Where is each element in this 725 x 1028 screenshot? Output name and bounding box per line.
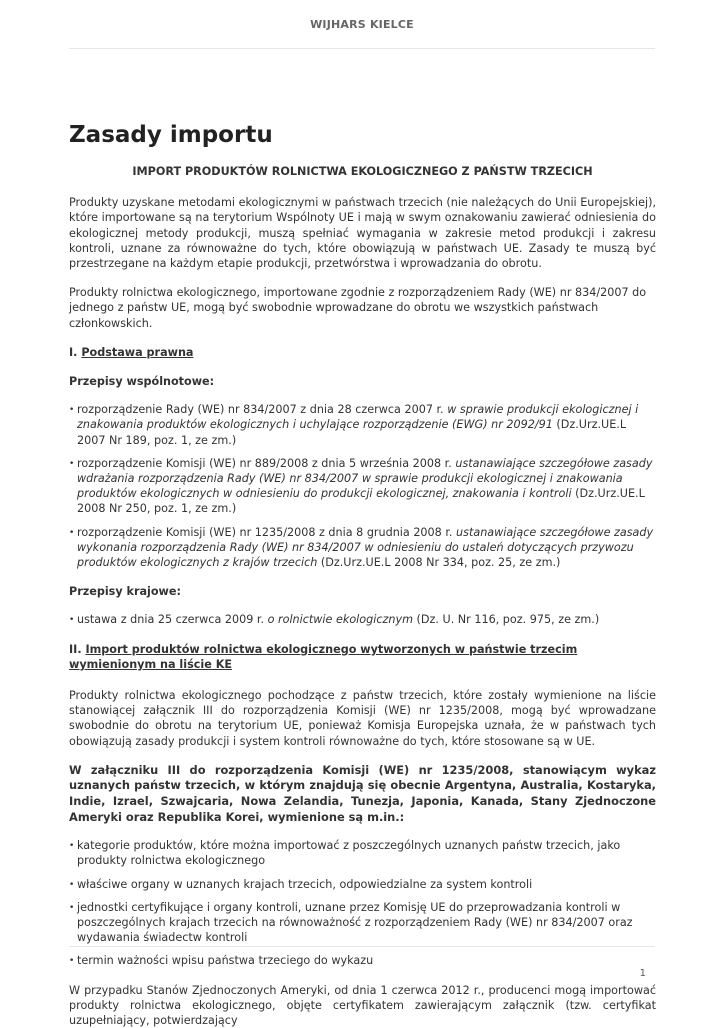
list-item: • jednostki certyfikujące i organy kontroli, uznane przez Komisję UE do przeprowadzania kontroli w poszczególnych krajach trzecich na równoważność z rozporządzeniem Rady (WE) nr 834/2007 oraz wydawania świadectw kontroli (69, 900, 656, 946)
intro-paragraph-2: Produkty rolnictwa ekologicznego, importowane zgodnie z rozporządzeniem Rady (WE) nr 834/2007 do jednego z państw UE, mogą być swobodnie wprowadzane do obrotu we wszystkich państwach członkowskich. (69, 286, 647, 330)
section-2-heading: II. Import produktów rolnictwa ekologicznego wytworzonych w państwie trzecim wymienionym na liście KE (69, 642, 578, 671)
list-item: • termin ważności wpisu państwa trzeciego do wykazu (69, 953, 656, 968)
section-1-title: Podstawa prawna (81, 345, 194, 359)
community-law-list (69, 402, 656, 570)
document-subtitle: IMPORT PRODUKTÓW ROLNICTWA EKOLOGICZNEGO Z PAŃSTW TRZECICH (132, 165, 593, 178)
national-law-list (69, 612, 656, 627)
section-2-title: Import produktów rolnictwa ekologicznego wytworzonych w państwie trzecim wymienionym na liście KE (69, 642, 578, 671)
community-law-heading: Przepisy wspólnotowe: (69, 375, 215, 389)
page-header (69, 0, 655, 49)
section-2-paragraph: Produkty rolnictwa ekologicznego pochodzące z państw trzecich, które zostały wymienione na liście stanowiącej załącznik III do rozporządzenia Komisji (WE) nr 1235/2008, mogą być wprowadzane swobodnie do obrotu na terytorium UE, ponieważ Komisja Europejska uznała, że w państwach tych obowiązują zasady produkcji i system kontroli równoważne do tych, które stosowane są w UE. (69, 689, 656, 748)
annex-paragraph: W załączniku III do rozporządzenia Komisji (WE) nr 1235/2008, stanowiącym wykaz uznanych państw trzecich, w którym znajdują się obecnie Argentyna, Australia, Kostaryka, Indie, Izrael, Szwajcaria, Nowa Zelandia, Tunezja, Japonia, Kanada, Stany Zjednoczone Ameryki oraz Republika Korei, wymienione są m.in.: (69, 762, 656, 824)
intro-paragraph-1: Produkty uzyskane metodami ekologicznymi w państwach trzecich (nie należących do Unii Europejskiej), które importowane są na terytorium Wspólnoty UE i mają w swym oznakowaniu zawierać odniesienia do ekologicznej metody produkcji, muszą spełniać wymagania w zakresie metod produkcji i zakresu kontroli, uznane za równoważne do tych, które obowiązują w państwach UE. Zasady te muszą być przestrzegane na każdym etapie produkcji, przetwórstwa i wprowadzania do obrotu. (69, 196, 656, 271)
section-1-heading: I. Podstawa prawna (69, 345, 194, 359)
list-item: • rozporządzenie Rady (WE) nr 834/2007 z dnia 28 czerwca 2007 r. w sprawie produkcji ekologicznej i znakowania produktów ekologicznych i uchylające rozporządzenie (EWG) nr 2092/91 (Dz.Urz.UE.L 2007 Nr 189, poz. 1, ze zm.) (69, 402, 656, 448)
page-footer-divider (69, 946, 655, 947)
site-title: WIJHARS KIELCE (310, 18, 414, 31)
national-law-heading: Przepisy krajowe: (69, 585, 181, 599)
list-item: • rozporządzenie Komisji (WE) nr 889/2008 z dnia 5 września 2008 r. ustanawiające szczegółowe zasady wdrażania rozporządzenia Rady (WE) nr 834/2007 w sprawie produkcji ekologicznej i znakowania produktów ekologicznych w odniesieniu do produkcji ekologicznej, znakowania i kontroli (Dz.Urz.UE.L 2008 Nr 250, poz. 1, ze zm.) (69, 456, 656, 517)
list-item: • rozporządzenie Komisji (WE) nr 1235/2008 z dnia 8 grudnia 2008 r. ustanawiające szczegółowe zasady wykonania rozporządzenia Rady (WE) nr 834/2007 w odniesieniu do ustaleń dotyczących przywozu produktów ekologicznych z krajów trzecich (Dz.Urz.UE.L 2008 Nr 334, poz. 25, ze zm.) (69, 525, 656, 571)
usa-paragraph: W przypadku Stanów Zjednoczonych Ameryki, od dnia 1 czerwca 2012 r., producenci mogą importować produkty rolnictwa ekologicznego, objęte certyfikatem zawierającym załącznik (tzw. certyfikat uzupełniający, potwierdzający (69, 983, 656, 1028)
annex-list (69, 838, 656, 968)
document-content (69, 120, 656, 1028)
page-title: Zasady importu (69, 122, 273, 148)
list-item: • ustawa z dnia 25 czerwca 2009 r. o rolnictwie ekologicznym (Dz. U. Nr 116, poz. 975, ze zm.) (69, 612, 656, 627)
list-item: • właściwe organy w uznanych krajach trzecich, odpowiedzialne za system kontroli (69, 877, 656, 892)
list-item: • kategorie produktów, które można importować z poszczególnych uznanych państw trzecich, jako produkty rolnictwa ekologicznego (69, 838, 656, 868)
page-number: 1 (639, 968, 646, 979)
